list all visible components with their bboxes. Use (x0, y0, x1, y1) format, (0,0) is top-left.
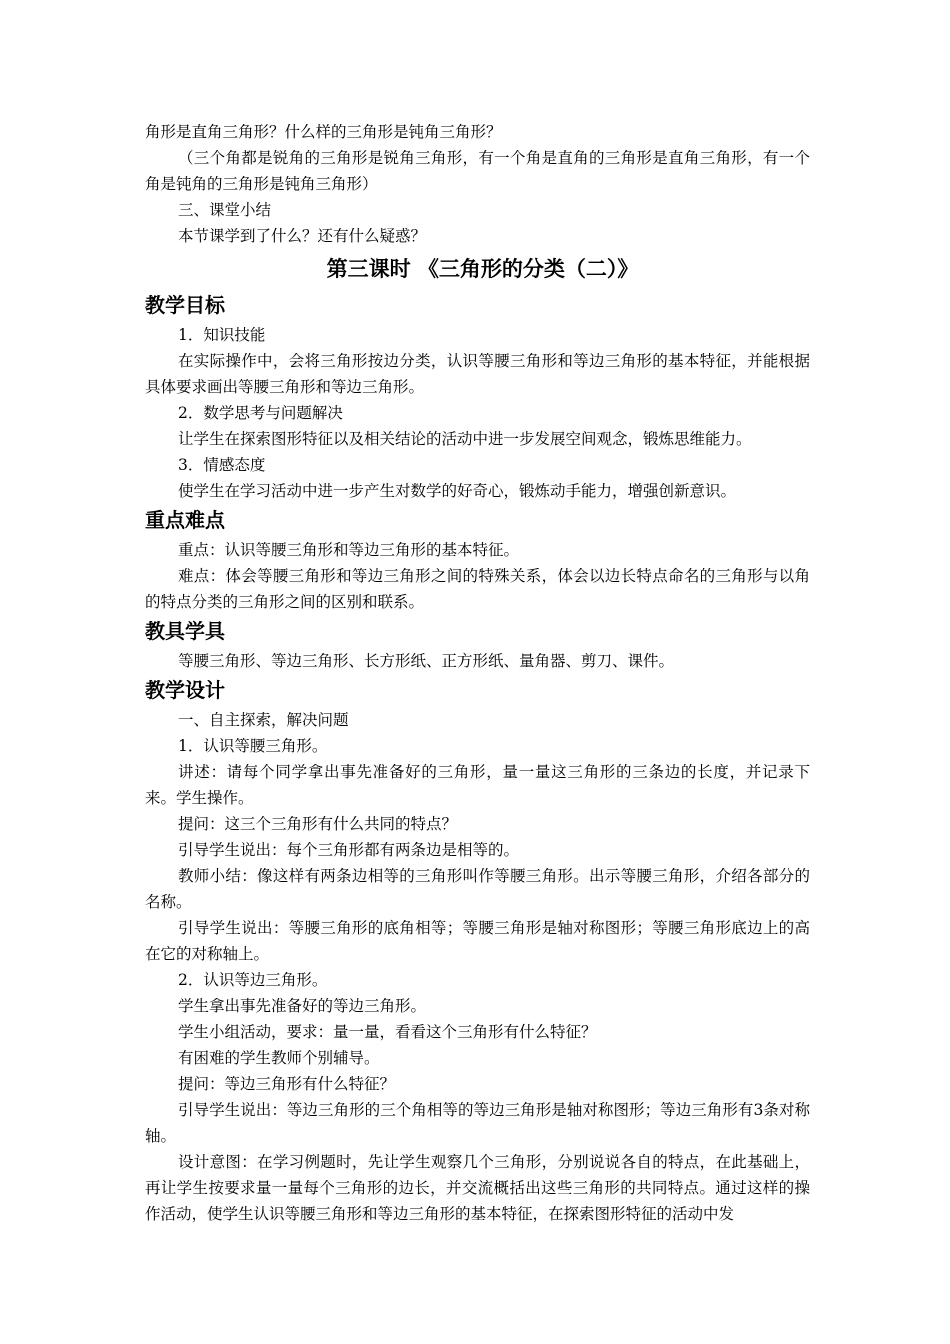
lesson-title: 第三课时 《三角形的分类（二）》 (326, 257, 639, 281)
paragraph: 使学生在学习活动中进一步产生对数学的好奇心，锻炼动手能力，增强创新意识。 (178, 482, 737, 500)
paragraph: （三个角都是锐角的三角形是锐角三角形，有一个角是直角的三角形是直角三角形，有一个角是钝角的三角形是钝角三角形） (145, 149, 810, 193)
paragraph: 引导学生说出：每个三角形都有两条边是相等的。 (178, 841, 520, 859)
subheading: 2．认识等边三角形。 (178, 971, 328, 989)
document-page (145, 119, 810, 1227)
paragraph: 让学生在探索图形特征以及相关结论的活动中进一步发展空间观念，锻炼思维能力。 (178, 430, 752, 448)
section-label: 一、自主探索，解决问题 (178, 711, 349, 729)
paragraph: 学生小组活动，要求：量一量，看看这个三角形有什么特征？ (178, 1023, 597, 1041)
section-label: 三、课堂小结 (178, 201, 272, 219)
paragraph: 引导学生说出：等边三角形的三个角相等的等边三角形是轴对称图形；等边三角形有3条对称轴。 (145, 1101, 810, 1145)
paragraph: 等腰三角形、等边三角形、长方形纸、正方形纸、量角器、剪刀、课件。 (178, 652, 675, 670)
paragraph: 在实际操作中，会将三角形按边分类，认识等腰三角形和等边三角形的基本特征，并能根据具体要求画出等腰三角形和等边三角形。 (145, 352, 810, 396)
paragraph: 本节课学到了什么？还有什么疑惑？ (178, 227, 427, 245)
paragraph: 引导学生说出：等腰三角形的底角相等；等腰三角形是轴对称图形；等腰三角形底边上的高在它的对称轴上。 (145, 919, 810, 963)
heading-key-points: 重点难点 (145, 508, 225, 532)
subheading: 3．情感态度 (178, 456, 266, 474)
paragraph: 有困难的学生教师个别辅导。 (178, 1049, 380, 1067)
heading-teaching-goals: 教学目标 (145, 293, 225, 317)
paragraph: 提问：等边三角形有什么特征？ (178, 1075, 396, 1093)
paragraph: 难点：体会等腰三角形和等边三角形之间的特殊关系，体会以边长特点命名的三角形与以角的特点分类的三角形之间的区别和联系。 (145, 567, 810, 611)
subheading: 1．认识等腰三角形。 (178, 737, 328, 755)
paragraph: 讲述：请每个同学拿出事先准备好的三角形，量一量这三角形的三条边的长度，并记录下来。学生操作。 (145, 763, 810, 807)
paragraph: 提问：这三个三角形有什么共同的特点？ (178, 815, 458, 833)
heading-teaching-tools: 教具学具 (145, 619, 225, 643)
paragraph: 重点：认识等腰三角形和等边三角形的基本特征。 (178, 541, 520, 559)
paragraph: 教师小结：像这样有两条边相等的三角形叫作等腰三角形。出示等腰三角形，介绍各部分的名称。 (145, 867, 810, 911)
heading-teaching-design: 教学设计 (145, 678, 225, 702)
paragraph: 角形是直角三角形？什么样的三角形是钝角三角形？ (145, 123, 502, 141)
subheading: 2．数学思考与问题解决 (178, 404, 343, 422)
subheading: 1．知识技能 (178, 326, 266, 344)
paragraph: 设计意图：在学习例题时，先让学生观察几个三角形，分别说说各自的特点，在此基础上，再让学生按要求量一量每个三角形的边长，并交流概括出这些三角形的共同特点。通过这样的操作活动，使学生认识等腰三角形和等边三角形的基本特征，在探索图形特征的活动中发 (145, 1153, 810, 1223)
paragraph: 学生拿出事先准备好的等边三角形。 (178, 997, 427, 1015)
